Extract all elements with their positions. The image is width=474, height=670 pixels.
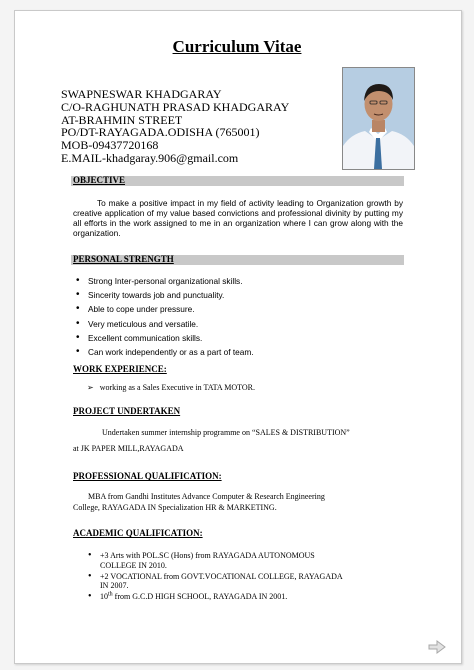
objective-bar bbox=[71, 176, 404, 186]
list-item: • Strong Inter-personal organizational skills. bbox=[76, 276, 254, 290]
academic-item-2-line-1: • +2 VOCATIONAL from GOVT.VOCATIONAL COLLEGE, RAYAGADA bbox=[100, 571, 343, 581]
care-of-line: C/O-RAGHUNATH PRASAD KHADGARAY bbox=[61, 99, 290, 114]
project-line-2: at JK PAPER MILL,RAYAGADA bbox=[73, 444, 184, 453]
arrow-bullet-icon: ➢ bbox=[87, 383, 94, 392]
work-heading: WORK EXPERIENCE: bbox=[73, 364, 167, 374]
academic-list bbox=[88, 551, 378, 603]
candidate-name: SWAPNESWAR KHADGARAY bbox=[61, 87, 222, 101]
strength-bar bbox=[71, 255, 404, 265]
post-line: PO/DT-RAYAGADA.ODISHA (765001) bbox=[61, 125, 260, 140]
professional-heading: PROFESSIONAL QUALIFICATION: bbox=[73, 471, 222, 481]
objective-heading: OBJECTIVE bbox=[73, 175, 126, 185]
project-line-1: Undertaken summer internship programme on “SALES & DISTRIBUTION” bbox=[102, 428, 350, 437]
person-photo-icon bbox=[343, 68, 414, 169]
list-item: • Sincerity towards job and punctuality. bbox=[76, 290, 254, 304]
list-item bbox=[88, 592, 378, 602]
list-item: • Can work independently or as a part of team. bbox=[76, 347, 254, 361]
strength-heading: PERSONAL STRENGTH bbox=[73, 254, 174, 264]
work-item-text: working as a Sales Executive in TATA MOTOR. bbox=[99, 383, 255, 392]
professional-line-1: MBA from Gandhi Institutes Advance Computer & Research Engineering bbox=[88, 492, 325, 501]
street-line: AT-BRAHMIN STREET bbox=[61, 112, 183, 127]
contact-block bbox=[61, 88, 289, 165]
academic-item-3-number: 10 bbox=[100, 592, 108, 602]
academic-item-3-suffix: th bbox=[108, 591, 113, 598]
list-item: • Able to cope under pressure. bbox=[76, 304, 254, 318]
next-page-arrow-icon[interactable] bbox=[428, 640, 446, 654]
professional-line-2: College, RAYAGADA IN Specialization HR & MARKETING. bbox=[73, 503, 277, 512]
project-heading: PROJECT UNDERTAKEN bbox=[73, 406, 181, 416]
document-title: Curriculum Vitae bbox=[172, 37, 302, 56]
email-line: E.MAIL-khadgaray.906@gmail.com bbox=[61, 150, 239, 165]
profile-photo bbox=[342, 67, 415, 170]
academic-item-3-text: from G.C.D HIGH SCHOOL, RAYAGADA IN 2001. bbox=[112, 592, 288, 602]
list-item bbox=[88, 572, 378, 592]
list-item: • Very meticulous and versatile. bbox=[76, 319, 254, 333]
academic-item-1-line-1: • +3 Arts with POL.SC (Hons) from RAYAGADA AUTONOMOUS bbox=[100, 551, 315, 560]
work-item bbox=[87, 383, 255, 393]
list-item bbox=[88, 551, 378, 571]
academic-item-1-line-2: COLLEGE IN 2010. bbox=[100, 560, 167, 570]
academic-item-2-line-2: IN 2007. bbox=[100, 581, 129, 591]
academic-heading: ACADEMIC QUALIFICATION: bbox=[73, 528, 203, 538]
strength-list bbox=[76, 276, 254, 361]
mobile-line: MOB-09437720168 bbox=[61, 138, 159, 153]
objective-text: To make a positive impact in my field of activity leading to Organization growth by creative application of my value based convictions and professional divinity by putting my all efforts in the work assigned to me in an organization where I can grow along with the organization. bbox=[73, 198, 403, 238]
list-item: • Excellent communication skills. bbox=[76, 333, 254, 347]
